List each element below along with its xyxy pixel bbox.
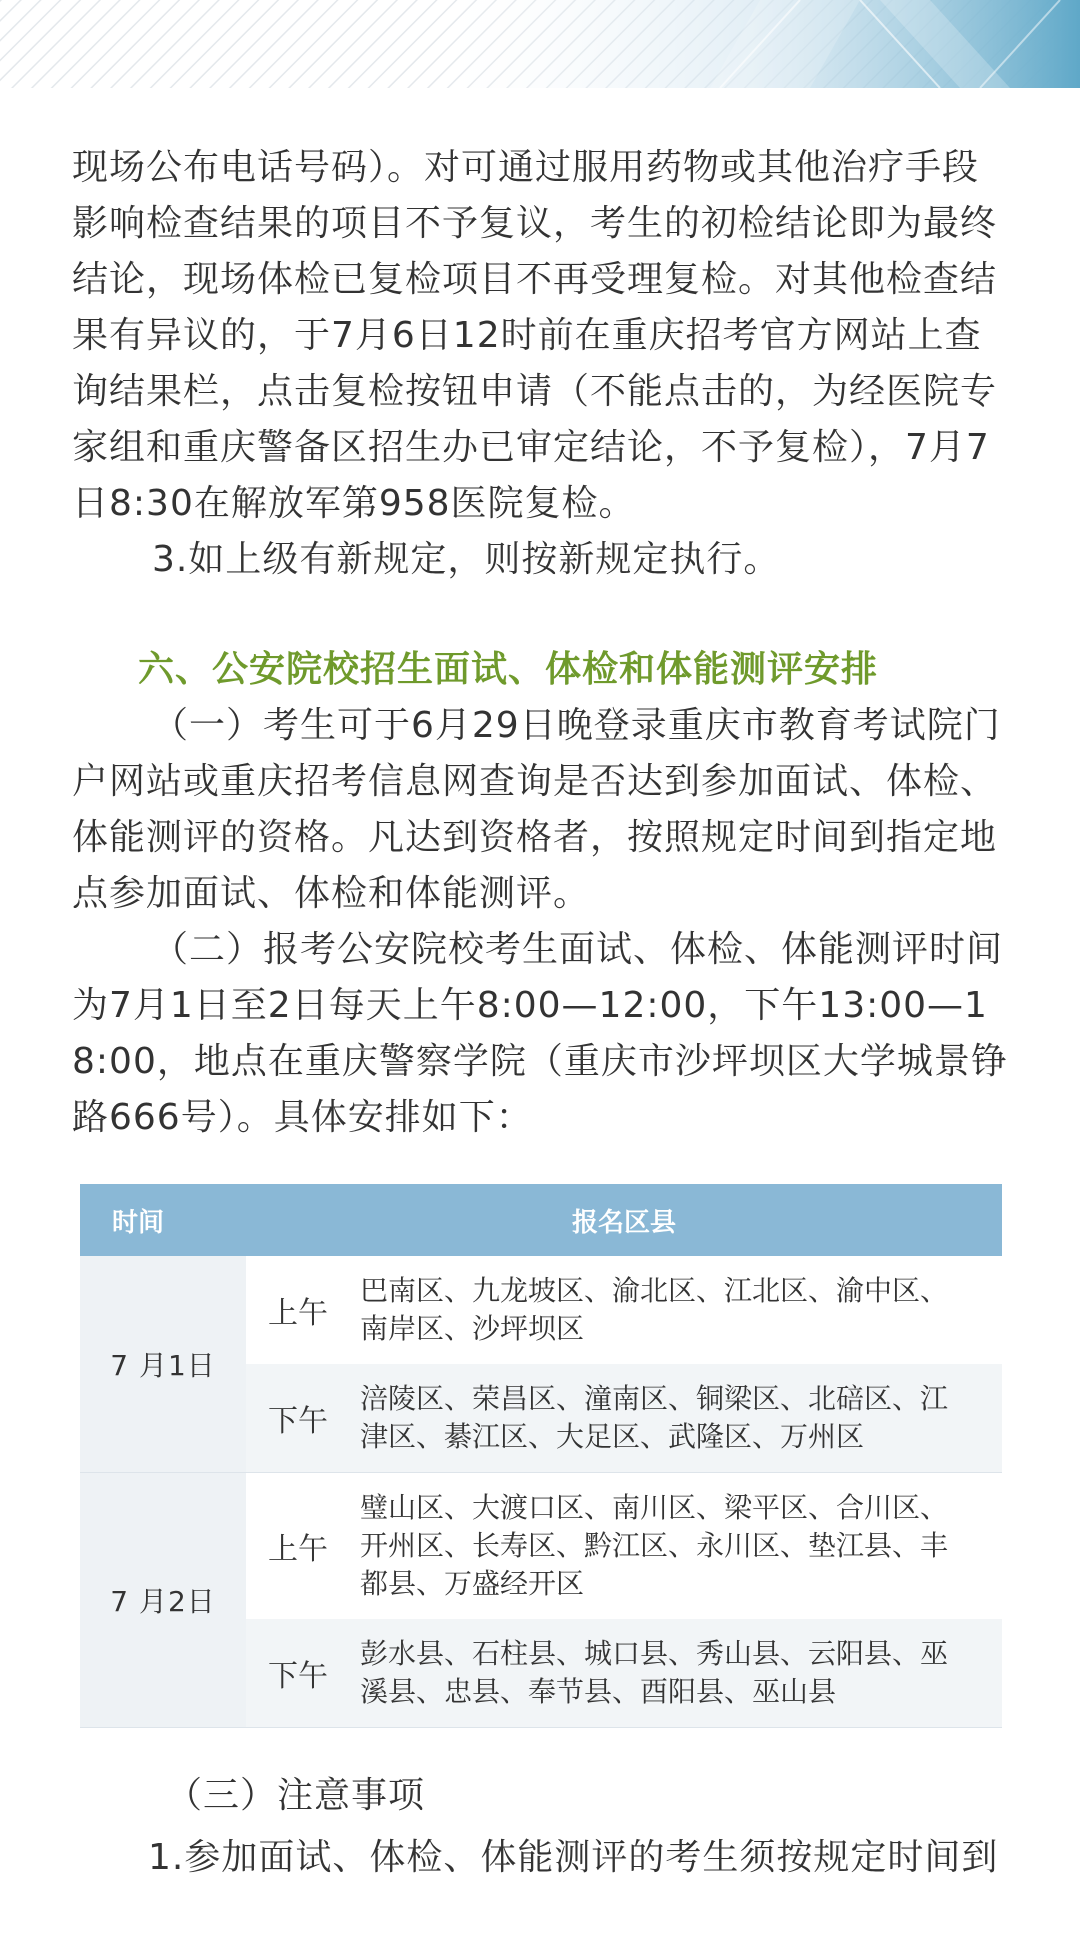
section-6-paragraph-1: （一）考生可于6月29日晚登录重庆市教育考试院门户网站或重庆招考信息网查询是否达到参加面试、体检、体能测评的资格。凡达到资格者，按照规定时间到指定地点参加面试、体检和体能测评。	[72, 705, 1001, 914]
schedule-table	[80, 1184, 1002, 1728]
counties-cell: 巴南区、九龙坡区、渝北区、江北区、渝中区、南岸区、沙坪坝区	[350, 1256, 1002, 1364]
notes-item-1: 1.参加面试、体检、体能测评的考生须按规定时间到	[148, 1837, 999, 1878]
intro-item-3: 3.如上级有新规定，则按新规定执行。	[152, 539, 781, 580]
period-cell: 下午	[246, 1364, 350, 1473]
header-counties: 报名区县	[246, 1184, 1002, 1256]
decorative-header-band	[0, 0, 1080, 88]
date-cell: 7 月2日	[80, 1473, 246, 1728]
intro-paragraph: 现场公布电话号码）。对可通过服用药物或其他治疗手段影响检查结果的项目不予复议，考生的初检结论即为最终结论，现场体检已复检项目不再受理复检。对其他检查结果有异议的，于7月6日12时前在重庆招考官方网站上查询结果栏，点击复检按钮申请（不能点击的，为经医院专家组和重庆警备区招生办已审定结论，不予复检），7月7日8:30在解放军第958医院复检。	[72, 147, 998, 524]
table-row	[80, 1256, 1002, 1364]
section-6-heading: 六、公安院校招生面试、体检和体能测评安排	[138, 649, 879, 690]
section-6-paragraph-2: （二）报考公安院校考生面试、体检、体能测评时间为7月1日至2日每天上午8:00—12:00，下午13:00—18:00，地点在重庆警察学院（重庆市沙坪坝区大学城景铮路666号）。具体安排如下：	[72, 929, 1008, 1138]
table-header-row	[80, 1184, 1002, 1256]
table-row	[80, 1473, 1002, 1620]
period-cell: 上午	[246, 1473, 350, 1620]
counties-cell: 彭水县、石柱县、城口县、秀山县、云阳县、巫溪县、忠县、奉节县、酉阳县、巫山县	[350, 1619, 1002, 1728]
header-time: 时间	[80, 1184, 246, 1256]
counties-cell: 璧山区、大渡口区、南川区、梁平区、合川区、开州区、长寿区、黔江区、永川区、垫江县、丰都县、万盛经开区	[350, 1473, 1002, 1620]
period-cell: 上午	[246, 1256, 350, 1364]
period-cell: 下午	[246, 1619, 350, 1728]
date-cell: 7 月1日	[80, 1256, 246, 1473]
counties-cell: 涪陵区、荣昌区、潼南区、铜梁区、北碚区、江津区、綦江区、大足区、武隆区、万州区	[350, 1364, 1002, 1473]
document-body	[72, 140, 1012, 1886]
header-pattern-graphic	[0, 0, 1080, 88]
notes-heading: （三）注意事项	[166, 1775, 426, 1816]
